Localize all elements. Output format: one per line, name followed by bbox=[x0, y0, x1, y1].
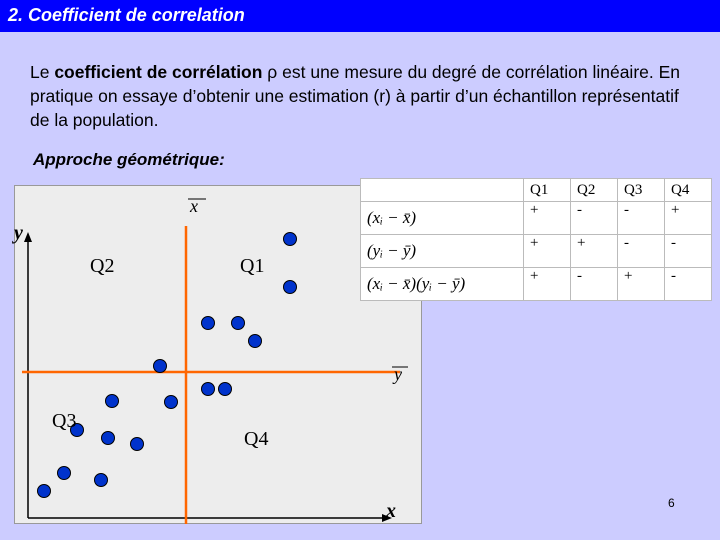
data-point bbox=[219, 383, 232, 396]
formula-product: (xᵢ − x̄)(yᵢ − ȳ) bbox=[361, 268, 524, 301]
formula-x-deviation: (xᵢ − x̄) bbox=[361, 202, 524, 235]
subheading: Approche géométrique: bbox=[33, 150, 225, 169]
intro-rho: ρ bbox=[262, 62, 283, 82]
data-point bbox=[102, 432, 115, 445]
sign-cell: + bbox=[571, 235, 618, 268]
data-point bbox=[249, 335, 262, 348]
y-axis-label: y bbox=[14, 222, 23, 244]
y-axis-arrow bbox=[24, 232, 32, 242]
sign-cell: - bbox=[571, 268, 618, 301]
sign-cell: - bbox=[665, 268, 712, 301]
data-point bbox=[202, 317, 215, 330]
data-point bbox=[284, 233, 297, 246]
quadrant-label-q2: Q2 bbox=[90, 255, 115, 277]
sign-cell: + bbox=[665, 202, 712, 235]
y-bar-label: y bbox=[394, 364, 402, 384]
sign-table bbox=[360, 178, 712, 301]
slide-title: 2. Coefficient de correlation bbox=[8, 5, 245, 25]
intro-prefix: Le bbox=[30, 62, 55, 82]
header-blank bbox=[361, 179, 524, 202]
table-row bbox=[361, 202, 712, 235]
sign-cell: + bbox=[524, 235, 571, 268]
x-axis-label: x bbox=[386, 500, 396, 522]
sign-cell: - bbox=[665, 235, 712, 268]
formula-y-deviation: (yᵢ − ȳ) bbox=[361, 235, 524, 268]
intro-bold: coefficient de corrélation bbox=[54, 62, 263, 82]
header-q1: Q1 bbox=[524, 179, 571, 202]
data-point bbox=[95, 474, 108, 487]
data-point bbox=[165, 396, 178, 409]
sign-cell: + bbox=[618, 268, 665, 301]
data-point bbox=[106, 395, 119, 408]
sign-table-header bbox=[361, 179, 712, 202]
data-point bbox=[154, 360, 167, 373]
header-q3: Q3 bbox=[618, 179, 665, 202]
quadrant-label-q4: Q4 bbox=[244, 428, 269, 450]
x-bar-label: x bbox=[190, 196, 198, 216]
header-q2: Q2 bbox=[571, 179, 618, 202]
data-point bbox=[232, 317, 245, 330]
sign-cell: - bbox=[571, 202, 618, 235]
header-q4: Q4 bbox=[665, 179, 712, 202]
sign-cell: + bbox=[524, 202, 571, 235]
sign-cell: + bbox=[524, 268, 571, 301]
data-point bbox=[202, 383, 215, 396]
page-number: 6 bbox=[668, 496, 675, 510]
quadrant-label-q1: Q1 bbox=[240, 255, 265, 277]
table-row bbox=[361, 268, 712, 301]
quadrant-label-q3: Q3 bbox=[52, 410, 77, 432]
data-point bbox=[284, 281, 297, 294]
intro-rest: est une mesure du degré de corrélation linéaire. En pratique on essaye d’obtenir une estimation (r) à partir d’un échantillon représentatif de la population. bbox=[30, 62, 681, 130]
table-row bbox=[361, 235, 712, 268]
data-point bbox=[58, 467, 71, 480]
data-point bbox=[38, 485, 51, 498]
sign-cell: - bbox=[618, 202, 665, 235]
data-point bbox=[131, 438, 144, 451]
sign-cell: - bbox=[618, 235, 665, 268]
